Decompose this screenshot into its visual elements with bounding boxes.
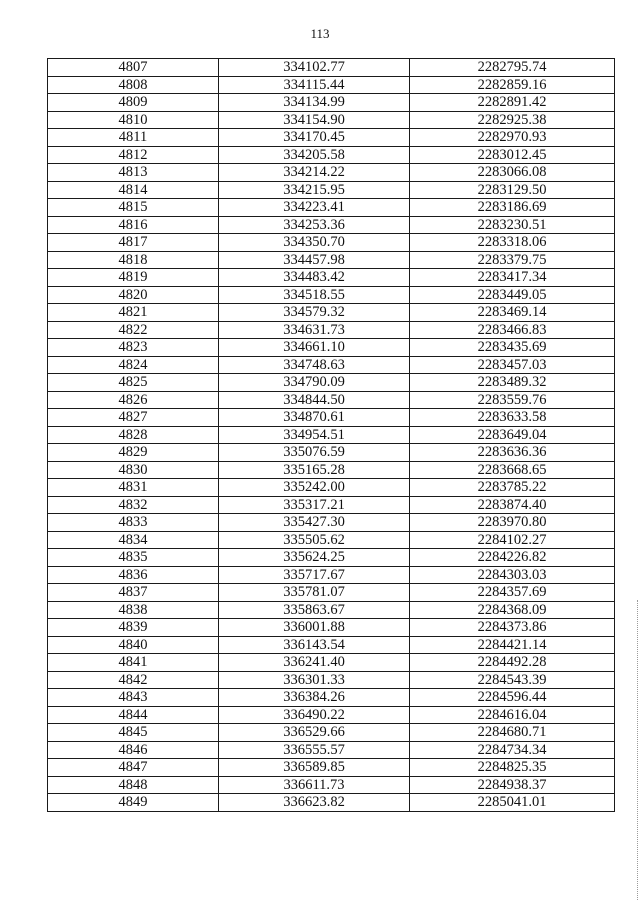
y-coordinate-cell: 2284226.82 <box>410 549 615 567</box>
point-number-cell: 4814 <box>48 181 219 199</box>
point-number-cell: 4839 <box>48 619 219 637</box>
y-coordinate-cell: 2284303.03 <box>410 566 615 584</box>
x-coordinate-cell: 336623.82 <box>219 794 410 812</box>
table-row <box>48 426 615 444</box>
point-number-cell: 4831 <box>48 479 219 497</box>
x-coordinate-cell: 336301.33 <box>219 671 410 689</box>
x-coordinate-cell: 334954.51 <box>219 426 410 444</box>
table-row <box>48 304 615 322</box>
x-coordinate-cell: 335624.25 <box>219 549 410 567</box>
point-number-cell: 4849 <box>48 794 219 812</box>
x-coordinate-cell: 335242.00 <box>219 479 410 497</box>
x-coordinate-cell: 334579.32 <box>219 304 410 322</box>
x-coordinate-cell: 335165.28 <box>219 461 410 479</box>
scan-edge-marks <box>633 600 638 900</box>
table-row <box>48 601 615 619</box>
point-number-cell: 4833 <box>48 514 219 532</box>
y-coordinate-cell: 2283449.05 <box>410 286 615 304</box>
x-coordinate-cell: 335781.07 <box>219 584 410 602</box>
point-number-cell: 4829 <box>48 444 219 462</box>
table-row <box>48 794 615 812</box>
point-number-cell: 4846 <box>48 741 219 759</box>
y-coordinate-cell: 2284825.35 <box>410 759 615 777</box>
point-number-cell: 4827 <box>48 409 219 427</box>
table-row <box>48 409 615 427</box>
table-row <box>48 129 615 147</box>
x-coordinate-cell: 334350.70 <box>219 234 410 252</box>
y-coordinate-cell: 2283012.45 <box>410 146 615 164</box>
table-row <box>48 496 615 514</box>
y-coordinate-cell: 2283970.80 <box>410 514 615 532</box>
x-coordinate-cell: 336241.40 <box>219 654 410 672</box>
y-coordinate-cell: 2283230.51 <box>410 216 615 234</box>
table-row <box>48 76 615 94</box>
table-row <box>48 724 615 742</box>
x-coordinate-cell: 336384.26 <box>219 689 410 707</box>
table-row <box>48 689 615 707</box>
x-coordinate-cell: 335427.30 <box>219 514 410 532</box>
point-number-cell: 4830 <box>48 461 219 479</box>
point-number-cell: 4843 <box>48 689 219 707</box>
page-number: 113 <box>310 26 330 41</box>
point-number-cell: 4835 <box>48 549 219 567</box>
y-coordinate-cell: 2282795.74 <box>410 59 615 77</box>
table-row <box>48 636 615 654</box>
table-row <box>48 619 615 637</box>
y-coordinate-cell: 2284596.44 <box>410 689 615 707</box>
table-row <box>48 549 615 567</box>
x-coordinate-cell: 336555.57 <box>219 741 410 759</box>
point-number-cell: 4809 <box>48 94 219 112</box>
table-row <box>48 234 615 252</box>
table-row <box>48 111 615 129</box>
y-coordinate-cell: 2284734.34 <box>410 741 615 759</box>
x-coordinate-cell: 334223.41 <box>219 199 410 217</box>
table-row <box>48 479 615 497</box>
y-coordinate-cell: 2284492.28 <box>410 654 615 672</box>
table-row <box>48 199 615 217</box>
y-coordinate-cell: 2283417.34 <box>410 269 615 287</box>
x-coordinate-cell: 334215.95 <box>219 181 410 199</box>
y-coordinate-cell: 2283649.04 <box>410 426 615 444</box>
table-row <box>48 584 615 602</box>
y-coordinate-cell: 2283874.40 <box>410 496 615 514</box>
y-coordinate-cell: 2283785.22 <box>410 479 615 497</box>
x-coordinate-cell: 334170.45 <box>219 129 410 147</box>
point-number-cell: 4822 <box>48 321 219 339</box>
table-row <box>48 654 615 672</box>
y-coordinate-cell: 2283466.83 <box>410 321 615 339</box>
point-number-cell: 4807 <box>48 59 219 77</box>
y-coordinate-cell: 2283379.75 <box>410 251 615 269</box>
table-row <box>48 776 615 794</box>
point-number-cell: 4818 <box>48 251 219 269</box>
x-coordinate-cell: 335505.62 <box>219 531 410 549</box>
y-coordinate-cell: 2284680.71 <box>410 724 615 742</box>
y-coordinate-cell: 2285041.01 <box>410 794 615 812</box>
point-number-cell: 4837 <box>48 584 219 602</box>
table-row <box>48 181 615 199</box>
y-coordinate-cell: 2284357.69 <box>410 584 615 602</box>
x-coordinate-cell: 334844.50 <box>219 391 410 409</box>
point-number-cell: 4840 <box>48 636 219 654</box>
x-coordinate-cell: 334134.99 <box>219 94 410 112</box>
point-number-cell: 4845 <box>48 724 219 742</box>
point-number-cell: 4817 <box>48 234 219 252</box>
table-row <box>48 59 615 77</box>
table-row <box>48 444 615 462</box>
y-coordinate-cell: 2282891.42 <box>410 94 615 112</box>
y-coordinate-cell: 2283636.36 <box>410 444 615 462</box>
point-number-cell: 4826 <box>48 391 219 409</box>
y-coordinate-cell: 2283469.14 <box>410 304 615 322</box>
x-coordinate-cell: 334748.63 <box>219 356 410 374</box>
x-coordinate-cell: 335317.21 <box>219 496 410 514</box>
y-coordinate-cell: 2282925.38 <box>410 111 615 129</box>
x-coordinate-cell: 334518.55 <box>219 286 410 304</box>
coordinate-table <box>47 58 615 812</box>
x-coordinate-cell: 336490.22 <box>219 706 410 724</box>
table-row <box>48 269 615 287</box>
point-number-cell: 4811 <box>48 129 219 147</box>
x-coordinate-cell: 335076.59 <box>219 444 410 462</box>
point-number-cell: 4820 <box>48 286 219 304</box>
point-number-cell: 4815 <box>48 199 219 217</box>
x-coordinate-cell: 334205.58 <box>219 146 410 164</box>
y-coordinate-cell: 2283318.06 <box>410 234 615 252</box>
point-number-cell: 4842 <box>48 671 219 689</box>
x-coordinate-cell: 335717.67 <box>219 566 410 584</box>
point-number-cell: 4836 <box>48 566 219 584</box>
y-coordinate-cell: 2283186.69 <box>410 199 615 217</box>
y-coordinate-cell: 2284102.27 <box>410 531 615 549</box>
x-coordinate-cell: 334214.22 <box>219 164 410 182</box>
point-number-cell: 4828 <box>48 426 219 444</box>
point-number-cell: 4838 <box>48 601 219 619</box>
x-coordinate-cell: 334253.36 <box>219 216 410 234</box>
point-number-cell: 4821 <box>48 304 219 322</box>
y-coordinate-cell: 2282859.16 <box>410 76 615 94</box>
table-row <box>48 339 615 357</box>
y-coordinate-cell: 2284421.14 <box>410 636 615 654</box>
y-coordinate-cell: 2284543.39 <box>410 671 615 689</box>
table-row <box>48 531 615 549</box>
table-row <box>48 356 615 374</box>
point-number-cell: 4825 <box>48 374 219 392</box>
y-coordinate-cell: 2284373.86 <box>410 619 615 637</box>
y-coordinate-cell: 2283066.08 <box>410 164 615 182</box>
y-coordinate-cell: 2283559.76 <box>410 391 615 409</box>
x-coordinate-cell: 334483.42 <box>219 269 410 287</box>
point-number-cell: 4819 <box>48 269 219 287</box>
table-row <box>48 286 615 304</box>
table-row <box>48 514 615 532</box>
table-row <box>48 671 615 689</box>
table-row <box>48 321 615 339</box>
table-row <box>48 759 615 777</box>
x-coordinate-cell: 334457.98 <box>219 251 410 269</box>
table-row <box>48 566 615 584</box>
x-coordinate-cell: 334631.73 <box>219 321 410 339</box>
y-coordinate-cell: 2282970.93 <box>410 129 615 147</box>
y-coordinate-cell: 2283668.65 <box>410 461 615 479</box>
table-row <box>48 374 615 392</box>
point-number-cell: 4844 <box>48 706 219 724</box>
table-row <box>48 741 615 759</box>
point-number-cell: 4841 <box>48 654 219 672</box>
x-coordinate-cell: 334154.90 <box>219 111 410 129</box>
x-coordinate-cell: 336143.54 <box>219 636 410 654</box>
x-coordinate-cell: 336611.73 <box>219 776 410 794</box>
point-number-cell: 4816 <box>48 216 219 234</box>
y-coordinate-cell: 2284616.04 <box>410 706 615 724</box>
x-coordinate-cell: 334102.77 <box>219 59 410 77</box>
y-coordinate-cell: 2283129.50 <box>410 181 615 199</box>
point-number-cell: 4824 <box>48 356 219 374</box>
point-number-cell: 4808 <box>48 76 219 94</box>
table-row <box>48 216 615 234</box>
point-number-cell: 4813 <box>48 164 219 182</box>
x-coordinate-cell: 334870.61 <box>219 409 410 427</box>
point-number-cell: 4834 <box>48 531 219 549</box>
y-coordinate-cell: 2283435.69 <box>410 339 615 357</box>
y-coordinate-cell: 2284368.09 <box>410 601 615 619</box>
x-coordinate-cell: 336589.85 <box>219 759 410 777</box>
coordinate-table-body <box>48 59 615 812</box>
table-row <box>48 391 615 409</box>
table-row <box>48 461 615 479</box>
x-coordinate-cell: 334115.44 <box>219 76 410 94</box>
x-coordinate-cell: 334790.09 <box>219 374 410 392</box>
y-coordinate-cell: 2283457.03 <box>410 356 615 374</box>
x-coordinate-cell: 336529.66 <box>219 724 410 742</box>
point-number-cell: 4847 <box>48 759 219 777</box>
y-coordinate-cell: 2283633.58 <box>410 409 615 427</box>
y-coordinate-cell: 2283489.32 <box>410 374 615 392</box>
point-number-cell: 4832 <box>48 496 219 514</box>
table-row <box>48 251 615 269</box>
point-number-cell: 4812 <box>48 146 219 164</box>
table-row <box>48 164 615 182</box>
point-number-cell: 4848 <box>48 776 219 794</box>
point-number-cell: 4823 <box>48 339 219 357</box>
table-row <box>48 706 615 724</box>
x-coordinate-cell: 334661.10 <box>219 339 410 357</box>
point-number-cell: 4810 <box>48 111 219 129</box>
table-row <box>48 94 615 112</box>
x-coordinate-cell: 336001.88 <box>219 619 410 637</box>
y-coordinate-cell: 2284938.37 <box>410 776 615 794</box>
x-coordinate-cell: 335863.67 <box>219 601 410 619</box>
table-row <box>48 146 615 164</box>
